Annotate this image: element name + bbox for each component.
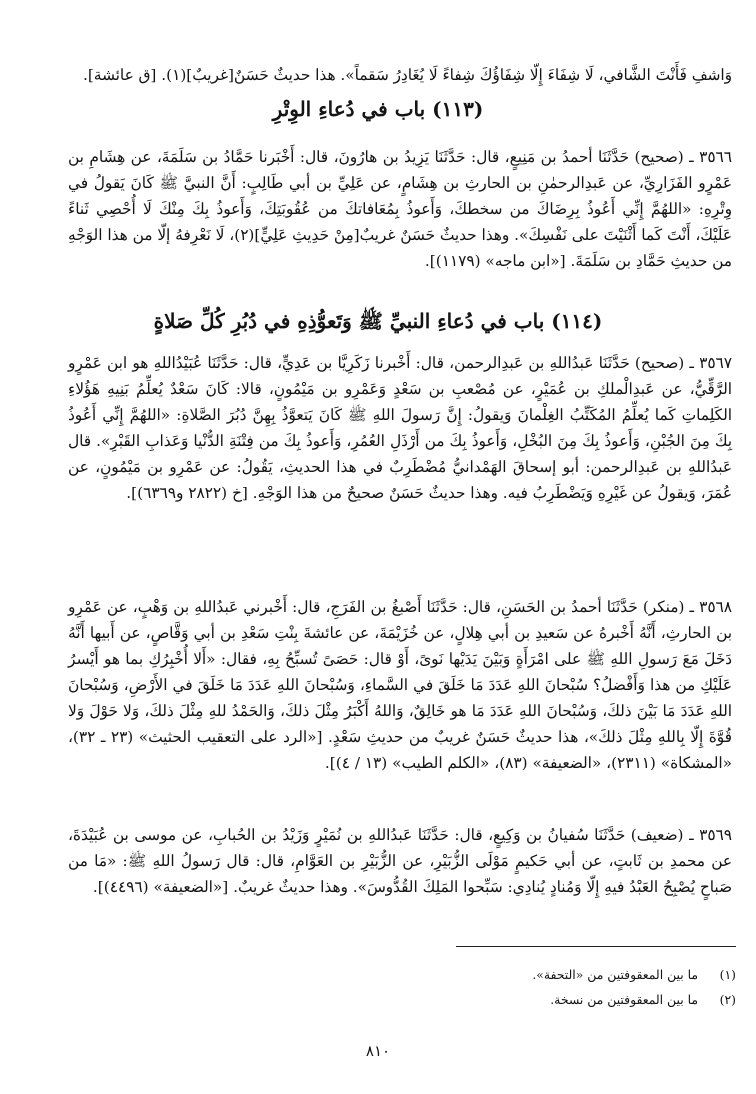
hadith-3567: ٣٥٦٧ ـ (صحيح) حَدَّثَنَا عَبدُاللهِ بن عَبدِالرحمن، قال: أَخْبرنا زَكَرِيَّا بن عَدِيٍّ، قال: حَدَّثَنَا عُبَيْدُاللهِ هو ابن عَمْرٍو الرَّقِّيُّ، عن عَبدِالْملكِ بن عُمَيْرٍ، عن مُصْعبِ بن سَعْدٍ وَعَمْرِو بن مَيْمُونٍ، قالا: كَانَ سَعْدٌ يُعلِّمُ بَنِيهِ هَؤُلاءِ الكَلِماتِ كَما يُعلِّمُ المُكَتِّبُ الغِلْمانَ وَيقولُ: إِنَّ رَسولَ اللهِ ﷺ كَانَ يَتعوَّذُ بِهِنَّ دُبُرَ الصَّلاةِ: «اللهُمَّ إِنِّي أَعُوذُ بِكَ مِنَ الجُبْنِ، وَأَعوذُ بِكَ مِنَ البُخْلِ، وَأَعوذُ بِكَ من أَرْذَلِ العُمُرِ، وَأَعوذُ بِكَ من فِتْنَةِ الدُّنْيا وَعَذابِ القَبْرِ». قال عَبدُاللهِ بن عَبدِالرحمن: أبو إسحاقَ الهَمْدانيُّ مُضْطَرِبٌ في هذا الحديثِ، يَقُولُ: عن عَمْرِو بن مَيْمُونٍ، عن عُمَرَ، وَيقولُ عن غَيْرِهِ وَيَضْطَرِبُ فيه. وهذا حديثٌ حَسَنٌ صحيحٌ من هذا الوَجْهِ. [خ (٢٨٢٢ و٦٣٦٩)].	[68, 354, 732, 502]
page-number: ٨١٠	[365, 1042, 391, 1060]
footnote-divider	[456, 946, 736, 947]
footnote-text: ما بين المعقوفتين من نسخة.	[550, 992, 699, 1007]
footnote-number: (٢)	[719, 992, 736, 1007]
chapter-heading-113: (١١٣) باب في دُعاءِ الوِتْرِ	[272, 97, 484, 121]
chapter-heading-114: (١١٤) باب في دُعاءِ النبيِّ ﷺ وَتَعوُّذِهِ في دُبُرِ كُلِّ صَلاةٍ	[153, 309, 603, 333]
hadith-3566: ٣٥٦٦ ـ (صحيح) حَدَّثَنَا أحمدُ بن مَنِيعٍ، قال: حَدَّثَنَا يَزِيدُ بن هارُونَ، قال: أَخْبَرنا حَمَّادُ بن سَلَمَةَ، عن هِشَامِ بن عَمْرٍو الفَزَارِيِّ، عن عَبدِالرحمٰنِ بن الحارثِ بن هِشَامٍ، عن عَلِيِّ بن أبي طَالِبٍ: أَنَّ النبيَّ ﷺ كَانَ يَقولُ في وِتْرِهِ: «اللهُمَّ إِنِّي أَعُوذُ بِرِضَاكَ من سخطكَ، وَأَعوذُ بِمُعَافاتكَ من عُقُوبَتِكَ، وَأَعوذُ بِكَ مِنْكَ لَا أُحْصِي ثَناءً عَلَيْكَ، أَنْتَ كَما أَثْنَيْتَ على نَفْسِكَ». وهذا حديثٌ حَسَنٌ غريبٌ[مِنْ حَدِيثِ عَلِيٍّ](٢)، لَا نَعْرِفهُ إلّا من هذا الوَجْهِ من حديثِ حَمَّادِ بن سَلَمَةَ. [«ابن ماجه» (١١٧٩)].	[68, 148, 732, 270]
footnote-2	[260, 991, 736, 1009]
hadith-3568: ٣٥٦٨ ـ (منكر) حَدَّثَنَا أحمدُ بن الحَسَنِ، قال: حَدَّثَنَا أَصْبغُ بن الفَرَجِ، قال: أَخْبرني عَبدُاللهِ بن وَهْبٍ، عن عَمْرِو بن الحارثِ، أَنَّهُ أَخْبرهُ عن سَعيدِ بن أبي هِلالٍ، عن خُزَيْمَةَ، عن عائشةَ بِنْتِ سَعْدِ بن أبي وَقَّاصٍ، عن أَبيها أَنَّهُ دَخَلَ مَعَ رَسولِ اللهِ ﷺ على امْرَأَةٍ وَبَيْنَ يَدَيْها نَوىً، أَوْ قال: حَصَىً تُسبِّحُ بِهِ، فقال: «أَلا أُخْبِرُكِ بما هو أَيْسرُ عَلَيْكِ من هذا وَأَفْضلُ؟ سُبْحانَ اللهِ عَدَدَ مَا خَلَقَ في السَّماءِ، وَسُبْحانَ اللهِ عَدَدَ مَا خَلَقَ في الأَرْضِ، وَسُبْحانَ اللهِ عَدَدَ مَا بَيْنَ ذلكَ، وَسُبْحانَ اللهِ عَدَدَ مَا هو خَالِقٌ، وَاللهُ أَكْبَرُ مِثْلَ ذلكَ، وَالحَمْدُ للهِ مِثْلَ ذلكَ، وَلا حَوْلَ وَلا قُوَّةَ إِلّا بِاللهِ مِثْلَ ذلكَ»، هذا حديثٌ حَسَنٌ غريبٌ من حديثِ سَعْدٍ. [«الرد على التعقيب الحثيث» (٢٣ ـ ٣٢)، «المشكاة» (٢٣١١)، «الضعيفة» (٨٣)، «الكلم الطيب» (١٣ / ٤)].	[68, 598, 732, 772]
hadith-3569: ٣٥٦٩ ـ (ضعيف) حَدَّثَنَا سُفيانُ بن وَكِيعٍ، قال: حَدَّثَنَا عَبدُاللهِ بن نُمَيْرٍ وَزَيْدُ بن الحُبابِ، عن موسى بن عُبَيْدَةَ، عن محمدِ بن ثَابتٍ، عن أبي حَكيمٍ مَوْلَى الزُّبَيْرِ، عن الزُّبَيْرِ بن العَوَّامِ، قال: قال رَسولُ اللهِ ﷺ: «مَا من صَباحٍ يُصْبِحُ العَبْدُ فيهِ إِلّا وَمُنادٍ يُنادِي: سَبِّحوا المَلِكَ القُدُّوسَ». وهذا حديثٌ غريبٌ. [«الضعيفة» (٤٤٩٦)].	[68, 826, 732, 896]
footnote-number: (١)	[719, 967, 736, 982]
footnote-text: ما بين المعقوفتين من «التحفة».	[532, 967, 699, 982]
footnote-1	[260, 966, 736, 984]
intro-paragraph: وَاشفِ فَأَنْتَ الشَّافي، لَا شِفَاءَ إِلّا شِفَاؤُكَ شِفاءً لَا يُغَادِرُ سَقماً». هذا حديثٌ حَسَنٌ[غريبٌ](١). [ق عائشة].	[82, 66, 732, 84]
